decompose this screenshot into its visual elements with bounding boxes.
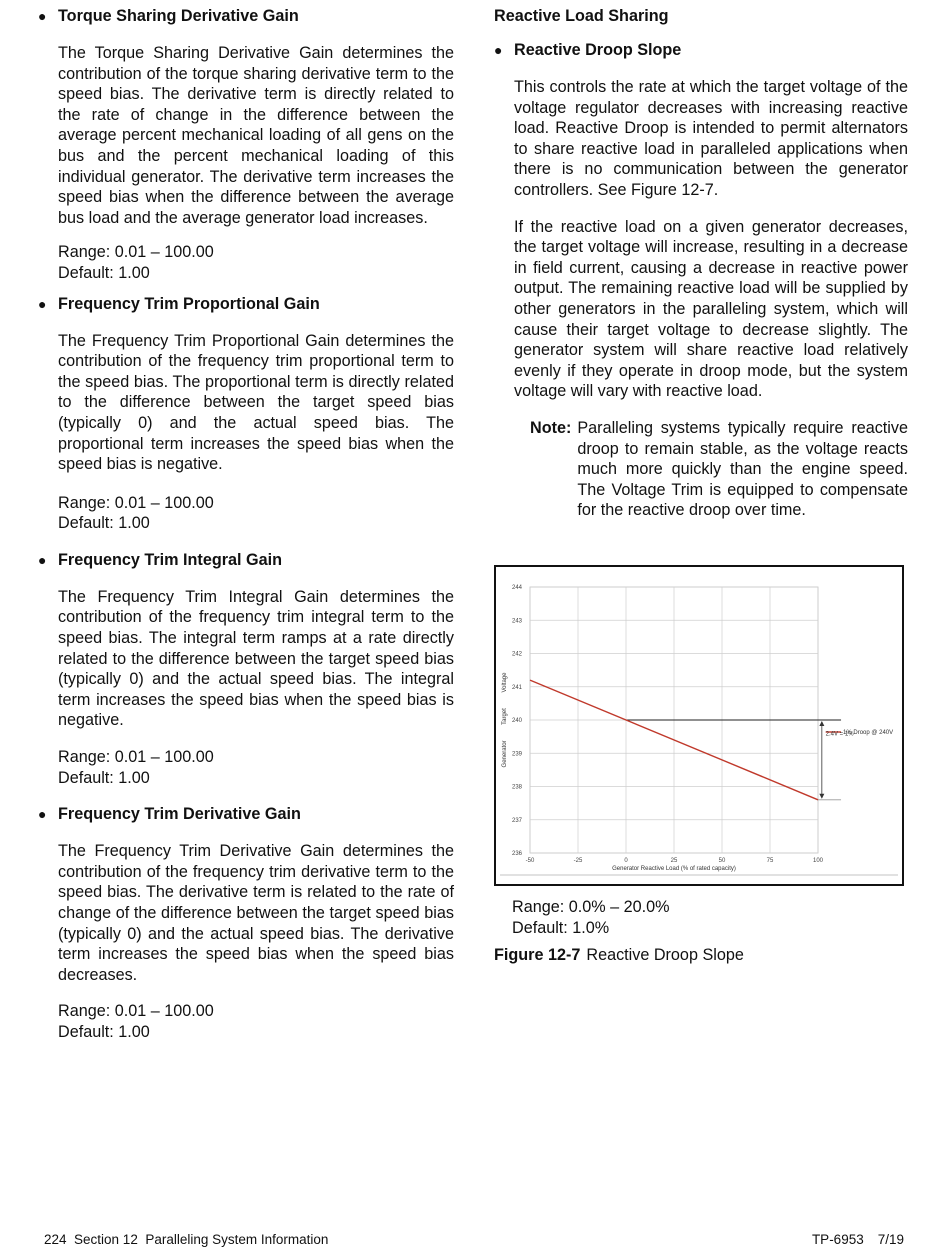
figure-range-default (512, 897, 670, 938)
y-tick-label: 237 (511, 817, 522, 824)
bullet-icon: ● (38, 8, 47, 24)
section-frequency-trim-derivative-gain (38, 804, 454, 1042)
bullet-heading: ● Reactive Droop Slope (494, 41, 682, 59)
x-axis-title: Generator Reactive Load (% of rated capacity) (612, 866, 736, 872)
x-tick-label: 0 (624, 858, 628, 864)
paragraph: If the reactive load on a given generator decreases, the target voltage will increase, resulting in a decrease in field current, causing a decrease in reactive power output. The remaining reactive load will be supplied by other generators in the paralleling system, which will cause their target voltage to decrease slightly. The generator system will share reactive load relatively evenly if they operate in droop mode, but the system voltage will vary with reactive load. (514, 217, 908, 401)
bullet-heading: ● Frequency Trim Proportional Gain (38, 294, 320, 313)
y-tick-label: 240 (511, 718, 522, 724)
bullet-heading: ● Frequency Trim Derivative Gain (38, 805, 301, 824)
range-default (58, 747, 454, 788)
default-text: Default: 1.00 (58, 768, 150, 787)
paragraph: The Frequency Trim Derivative Gain determines the contribution of the frequency trim derivative term to the speed bias. The derivative term is related to the rate of change of the difference between the target speed bias (typically 0) and the actual speed bias. The derivative term increases the speed bias when the speed bias decreases. (58, 842, 454, 984)
x-tick-label: -25 (573, 858, 583, 864)
range-default (58, 493, 454, 534)
figure-caption (494, 946, 744, 965)
bullet-icon: ● (38, 551, 47, 568)
y-tick-label: 241 (511, 684, 522, 691)
bullet-icon: ● (38, 806, 47, 823)
y-tick-label: 238 (511, 784, 522, 791)
bullet-heading: ● Frequency Trim Integral Gain (38, 550, 282, 569)
y-tick-label: 244 (511, 585, 522, 591)
footer-date: 7/19 (877, 1232, 904, 1247)
x-tick-label: -50 (525, 858, 535, 864)
droop-arrow-head-top (819, 721, 824, 726)
footer-left: 224 Section 12 Paralleling System Information (44, 1232, 329, 1247)
droop-annotation: 2.4V = 1% (825, 731, 854, 738)
bullet-heading: ● Torque Sharing Derivative Gain (38, 7, 299, 25)
x-tick-label: 50 (718, 858, 726, 864)
y-tick-label: 239 (511, 751, 522, 758)
section-frequency-trim-proportional-gain (38, 294, 454, 534)
bullet-icon: ● (494, 42, 503, 58)
paragraph: The Frequency Trim Integral Gain determines the contribution of the frequency trim integral term to the speed bias. The integral term ramps at a rate directly related to the difference between the target speed bias (typically 0) and the actual speed bias. The integral term increases the speed bias when the speed bias is negative. (58, 587, 454, 730)
y-tick-label: 243 (511, 618, 522, 625)
right-column (494, 6, 908, 541)
x-tick-label: 25 (670, 858, 678, 864)
footer-doc-id: TP-6953 (811, 1232, 864, 1247)
range-default (58, 1001, 454, 1042)
figure-default: Default: 1.0% (512, 918, 610, 937)
droop-chart (496, 567, 902, 884)
figure-range: Range: 0.0% – 20.0% (512, 898, 670, 916)
default-text: Default: 1.00 (58, 514, 150, 533)
x-tick-label: 100 (812, 858, 824, 864)
y-axis-title: Generator Target Voltage (502, 672, 508, 768)
x-tick-label: 75 (766, 858, 774, 864)
paragraph: This controls the rate at which the target voltage of the voltage regulator decreases with increasing reactive load. Reactive Droop is intended to permit alternators to share reactive load in paralleled applications when there is no communication between the generator controllers. See Figure 12-7. (514, 78, 908, 199)
paragraph: The Frequency Trim Proportional Gain determines the contribution of the frequency trim proportional term to the speed bias. The proportional term is directly related to the difference between the target speed bias (typically 0) and the actual speed bias. The proportional term increases the speed bias when the speed bias is negative. (58, 331, 454, 474)
range-text: Range: 0.01 – 100.00 (58, 493, 214, 512)
section-frequency-trim-integral-gain (38, 550, 454, 788)
y-tick-label: 236 (511, 851, 522, 857)
range-text: Range: 0.01 – 100.00 (58, 1002, 214, 1021)
figure-number: Figure 12-7 (494, 946, 581, 964)
range-default (58, 242, 454, 283)
default-text: Default: 1.00 (58, 263, 150, 282)
figure-frame (494, 565, 904, 886)
footer-right (812, 1232, 904, 1247)
paragraph: The Torque Sharing Derivative Gain determines the contribution of the torque sharing derivative term to the speed bias. The derivative term is directly related to the rate of change in the difference between the average percent mechanical loading of all gens on the bus and the percent mechanical loading of this individual generator. The derivative term increases the speed bias when the difference between the average bus load and the average generator load increases. (58, 44, 454, 227)
droop-arrow-head-bottom (819, 794, 824, 799)
note-text: Paralleling systems typically require reactive droop to remain stable, as the voltage reacts much more quickly than the engine speed. The Voltage Trim is equipped to compensate for the reactive droop over time. (577, 418, 908, 520)
legend-label: 1% Droop @ 240V (843, 730, 894, 736)
left-column (38, 6, 454, 1053)
section-torque-sharing-derivative-gain (38, 6, 454, 284)
range-text: Range: 0.01 – 100.00 (58, 748, 214, 767)
y-tick-label: 242 (511, 651, 522, 658)
figure-title: Reactive Droop Slope (586, 946, 744, 964)
range-text: Range: 0.01 – 100.00 (58, 243, 214, 262)
note-label: Note: (530, 418, 572, 437)
section-title: Reactive Load Sharing (494, 7, 669, 25)
default-text: Default: 1.00 (58, 1022, 150, 1041)
note (530, 418, 908, 521)
bullet-icon: ● (38, 295, 47, 312)
